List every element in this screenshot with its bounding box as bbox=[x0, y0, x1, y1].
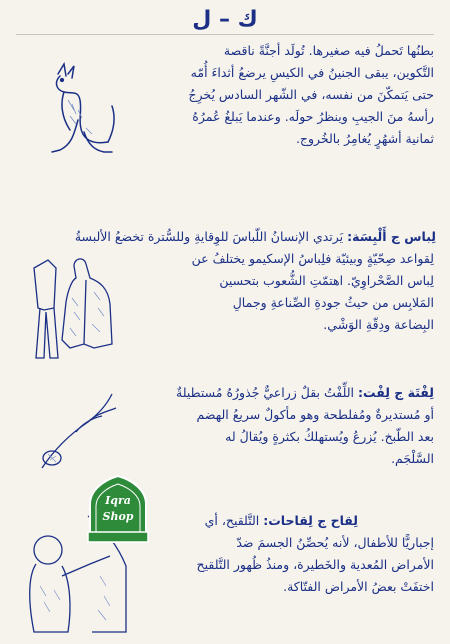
header-divider bbox=[16, 34, 434, 35]
entry-line: الأمراض المُعدية والخَطيرة، ومنذُ ظُهور التَّلقيح bbox=[196, 557, 434, 572]
entry-line: لِقواعد صِحّيّةٍ وبيئيّة فلِباسُ الإسكيمو يختلفُ عن bbox=[191, 251, 434, 266]
entry-line: السَّلْجَم. bbox=[391, 451, 434, 466]
entry-line: حتى يَتمكّنَ من نفسه، في الشّهر السادس يُخرِجُ bbox=[188, 87, 434, 102]
turnip-illustration bbox=[36, 388, 126, 472]
entry-clothing-body bbox=[134, 248, 434, 336]
entry-line: يَرتدي الإنسانُ اللّباسَ للوِقايةِ وللسُّترة تخضعُ الألبسةُ bbox=[74, 229, 344, 244]
entry-line: التَّكوين، يبقى الجنينُ في الكيسِ يرضعُ أثداءَ أُمّه bbox=[190, 65, 434, 80]
entry-line: بطنُها تَحملُ فيه صغيرها. تُولَد أجنَّةً ناقصة bbox=[223, 43, 434, 58]
logo-text-line2: Shop bbox=[102, 510, 134, 523]
entry-line: لِباس الصَّحْراوِيّ. اهتمّتِ الشُّعوب بتحسين bbox=[219, 273, 434, 288]
page-header-letters: ك – ل bbox=[192, 7, 258, 32]
entry-vaccine-body bbox=[134, 532, 434, 598]
entry-line: أو مُستديرةٌ ومُفلطحة وهو مأكولٌ سريعُ الهضم bbox=[196, 407, 434, 422]
entry-clothing bbox=[18, 226, 436, 248]
entry-vaccine bbox=[118, 510, 358, 532]
logo-text-line1: Iqra bbox=[105, 494, 131, 507]
entry-kangaroo bbox=[134, 40, 434, 150]
entry-line: رأسهُ منَ الجيبِ وينظرُ حولَه. وعندما يَبلغُ عُمرُهُ bbox=[192, 109, 434, 124]
headword: لِقاح ج لِقاحات: bbox=[263, 513, 358, 528]
iqra-shop-logo bbox=[84, 474, 152, 544]
clothing-illustration bbox=[14, 248, 124, 370]
entry-line: التَّلقيح، أي bbox=[204, 513, 260, 528]
entry-line: إجباريًّا للأطفال، لأنه يُحصِّنُ الجسمَ ضدّ bbox=[236, 535, 434, 550]
headword: لِباس ج أَلْبِسَة: bbox=[347, 229, 436, 244]
entry-turnip bbox=[134, 382, 434, 470]
entry-line: ثمانية أشهُرٍ يُغامِرُ بالخُروج. bbox=[295, 131, 434, 146]
entry-line: المَلابِس من حيثُ جودةِ الصِّناعةِ وجمالِ bbox=[232, 295, 434, 310]
headword: لِفْتَة ج لِفْت: bbox=[357, 385, 434, 400]
entry-line: اللِّفْتُ بقلٌ زراعيٌّ جُذورُهُ مُستطيلةٌ bbox=[176, 385, 354, 400]
entry-line: البِضاعة ودِقّةِ الوَشْي. bbox=[323, 317, 434, 332]
entry-line: بعد الطّبخ. يُزرعُ ويُستهلكُ بكثرةٍ ويُقالُ له bbox=[225, 429, 434, 444]
kangaroo-illustration bbox=[38, 60, 122, 160]
entry-line: اختفَتْ بعضُ الأمراض الفتّاكة. bbox=[283, 579, 434, 594]
